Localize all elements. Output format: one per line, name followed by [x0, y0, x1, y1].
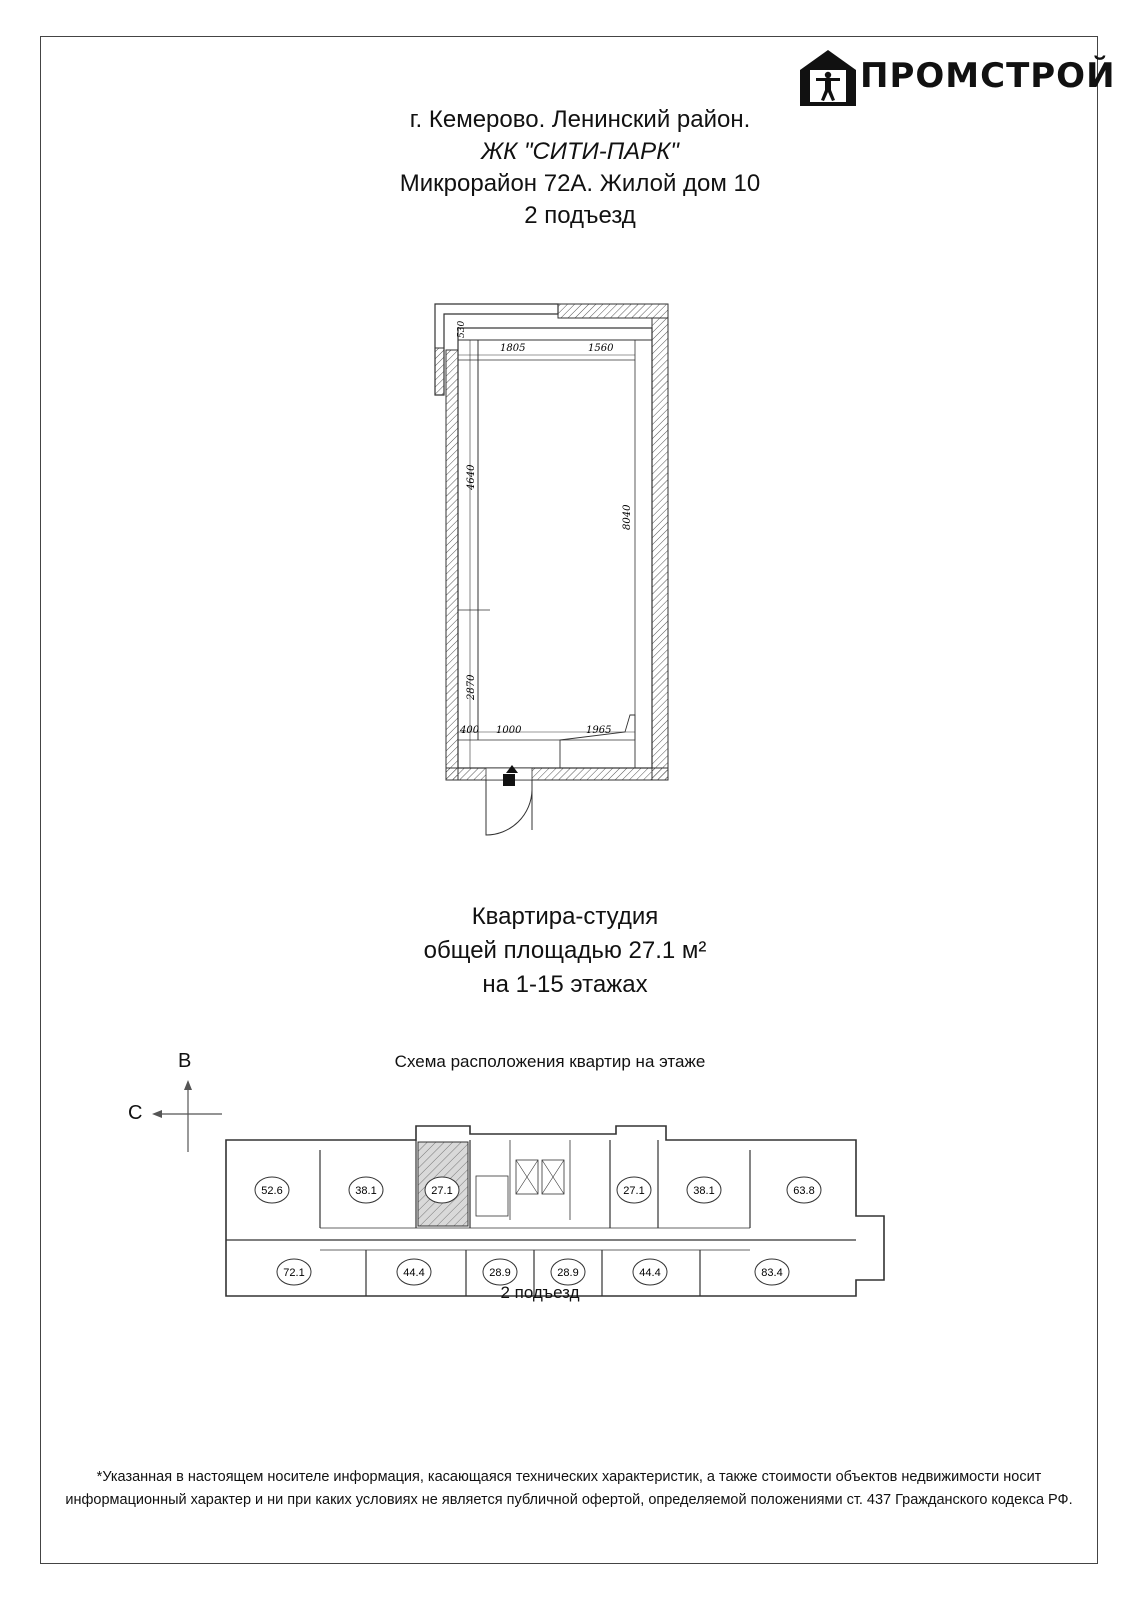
compass: [128, 1046, 228, 1156]
compass-north-label: В: [178, 1050, 192, 1072]
left-wall: [446, 350, 458, 780]
bottom-unit-area: 83.4: [761, 1267, 783, 1279]
dim-1000: 1000: [496, 725, 522, 736]
top-unit-area: 38.1: [355, 1185, 377, 1197]
door-swing: [486, 780, 532, 835]
caption-floors: на 1-15 этажах: [482, 971, 648, 998]
project-header: [300, 104, 860, 232]
disclaimer-line-1: *Указанная в настоящем носителе информация, касающаяся технических характеристик, а также стоимости объектов недвижимости носит: [96, 1469, 1042, 1485]
header-entrance: 2 подъезд: [524, 202, 636, 229]
bottom-wall: [446, 768, 668, 780]
top-unit-area: 27.1: [431, 1185, 453, 1197]
dim-1805: 1805: [500, 343, 526, 354]
compass-west-label: С: [128, 1102, 143, 1124]
dim-530: 530: [457, 320, 467, 338]
disclaimer-line-2: информационный характер и ни при каких условиях не является публичной офертой, определяемой положениями ст. 437 Гражданского кодекса РФ.: [65, 1492, 1073, 1508]
dim-400: 400: [460, 725, 480, 736]
top-unit-area: 38.1: [693, 1185, 715, 1197]
loggia-wall: [435, 348, 444, 395]
top-wall: [558, 304, 668, 318]
dim-8040: 8040: [622, 504, 633, 530]
header-building: Микрорайон 72А. Жилой дом 10: [399, 170, 761, 197]
floor-scheme: [220, 1120, 900, 1300]
dim-4640: 4640: [466, 464, 477, 490]
apartment-plan: [430, 300, 680, 850]
right-wall: [652, 318, 668, 780]
top-unit-area: 63.8: [793, 1185, 815, 1197]
bottom-unit-area: 72.1: [283, 1267, 305, 1279]
bottom-unit-area: 28.9: [557, 1267, 579, 1279]
top-unit-area: 52.6: [261, 1185, 283, 1197]
entry-marker-icon: [503, 774, 515, 786]
caption-area: общей площадью 27.1 м²: [423, 937, 707, 964]
house-person-icon: [798, 48, 858, 108]
header-complex: ЖК "СИТИ-ПАРК": [481, 138, 679, 165]
apartment-caption: [330, 900, 800, 1002]
scheme-entrance-label: 2 подъезд: [500, 1283, 580, 1302]
bottom-unit-area: 44.4: [639, 1267, 661, 1279]
brand-name: ПРОМСТРОЙ: [860, 56, 1116, 96]
dim-1965: 1965: [586, 725, 612, 736]
room-interior: [458, 328, 652, 768]
dim-2870: 2870: [466, 674, 477, 700]
caption-type: Квартира-студия: [471, 903, 659, 930]
bottom-unit-area: 44.4: [403, 1267, 425, 1279]
brand-logo: [798, 48, 1116, 110]
scheme-title: Схема расположения квартир на этаже: [394, 1052, 706, 1071]
bottom-unit-area: 28.9: [489, 1267, 511, 1279]
disclaimer: [60, 1466, 1078, 1512]
top-unit-area: 27.1: [623, 1185, 645, 1197]
dim-1560: 1560: [588, 343, 614, 354]
header-city: г. Кемерово. Ленинский район.: [409, 106, 751, 133]
